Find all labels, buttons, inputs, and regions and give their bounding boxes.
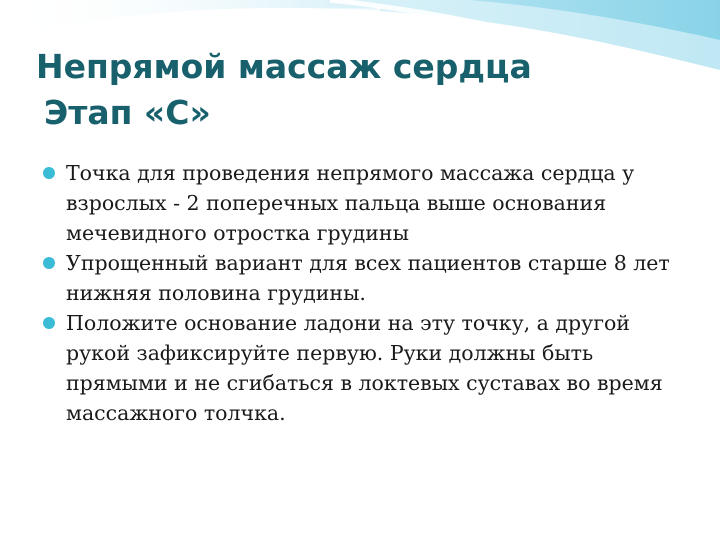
bullet-text: Точка для проведения непрямого массажа сердца у взрослых - 2 поперечных пальца выше основания мечевидного отростка грудины: [66, 161, 635, 245]
bullet-dot-icon: [43, 167, 55, 179]
bullet-item: [38, 248, 688, 308]
bullet-dot-icon: [43, 257, 55, 269]
slide-title: [36, 44, 696, 136]
title-line-1: Непрямой массаж сердца: [36, 47, 532, 86]
bullet-item: [38, 158, 688, 248]
bullet-text: Упрощенный вариант для всех пациентов старше 8 лет нижняя половина грудины.: [66, 251, 670, 305]
bullet-list: [38, 158, 688, 428]
bullet-dot-icon: [43, 317, 55, 329]
bullet-item: [38, 308, 688, 428]
bullet-text: Положите основание ладони на эту точку, а другой рукой зафиксируйте первую. Руки должны быть прямыми и не сгибаться в локтевых суставах во время массажного толчка.: [66, 311, 663, 425]
title-line-2: Этап «С»: [44, 93, 211, 132]
